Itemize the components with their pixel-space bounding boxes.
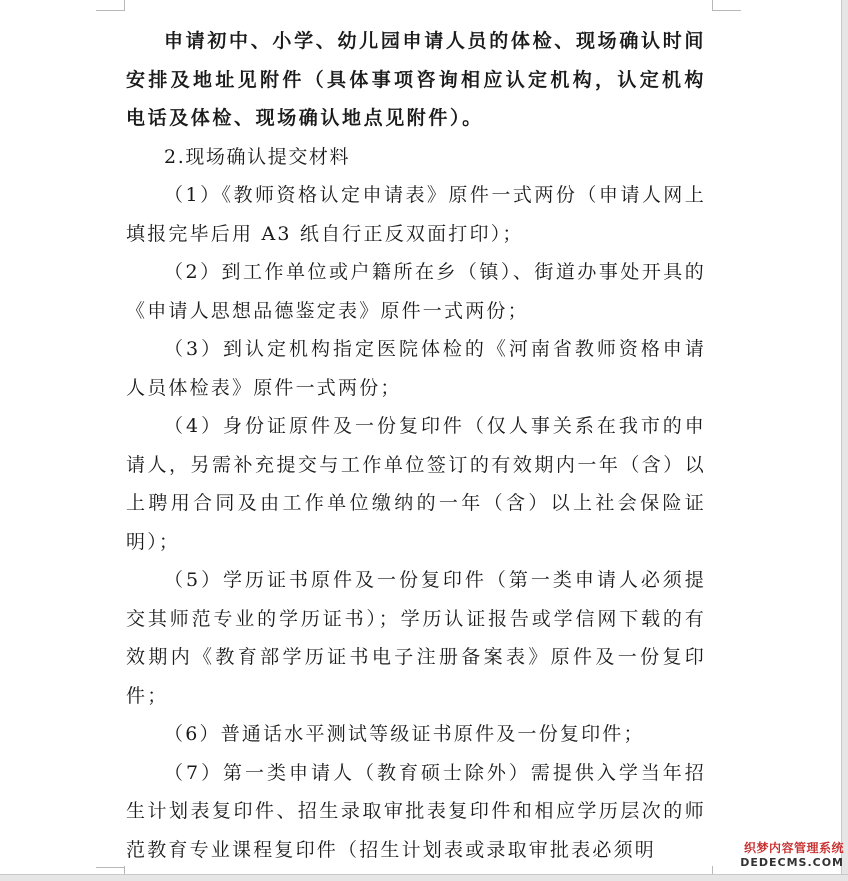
- watermark-domain-text: DEDECMS.COM: [740, 856, 844, 869]
- material-item-2: （2）到工作单位或户籍所在乡（镇）、街道办事处开具的《申请人思想品德鉴定表》原件一式两份；: [126, 261, 706, 322]
- material-item-4: （4）身份证原件及一份复印件（仅人事关系在我市的申请人，另需补充提交与工作单位签订的有效期内一年（含）以上聘用合同及由工作单位缴纳的一年（含）以上社会保险证明）；: [126, 415, 706, 553]
- material-item-1: （1）《教师资格认定申请表》原件一式两份（申请人网上填报完毕后用 A3 纸自行正反双面打印）；: [126, 184, 706, 245]
- page-right-edge: [841, 0, 848, 881]
- crop-mark-bottom-left-horizontal: [96, 867, 124, 868]
- material-item-5: （5）学历证书原件及一份复印件（第一类申请人必须提交其师范专业的学历证书）；学历认证报告或学信网下载的有效期内《教育部学历证书电子注册备案表》原件及一份复印件；: [126, 569, 706, 707]
- material-item-6: （6）普通话水平测试等级证书原件及一份复印件；: [164, 723, 645, 745]
- section-heading-materials: 2.现场确认提交材料: [164, 145, 351, 168]
- watermark-chinese-text: 织梦内容管理系统: [743, 841, 844, 855]
- page-bottom-edge: [0, 874, 848, 881]
- material-item-3: （3）到认定机构指定医院体检的《河南省教师资格申请人员体检表》原件一式两份；: [126, 338, 706, 399]
- crop-mark-top-left-vertical: [124, 0, 125, 11]
- notice-paragraph: 申请初中、小学、幼儿园申请人员的体检、现场确认时间安排及地址见附件（具体事项咨询相应认定机构，认定机构电话及体检、现场确认地点见附件）。: [126, 30, 706, 129]
- material-item-7: （7）第一类申请人（教育硕士除外）需提供入学当年招生计划表复印件、招生录取审批表复印件和相应学历层次的师范教育专业课程复印件（招生计划表或录取审批表必须明: [126, 761, 706, 861]
- crop-mark-top-right-horizontal: [713, 10, 741, 11]
- crop-mark-top-left-horizontal: [96, 10, 124, 11]
- document-body: [126, 22, 706, 869]
- site-watermark-logo: [732, 841, 844, 873]
- crop-mark-top-right-vertical: [712, 0, 713, 11]
